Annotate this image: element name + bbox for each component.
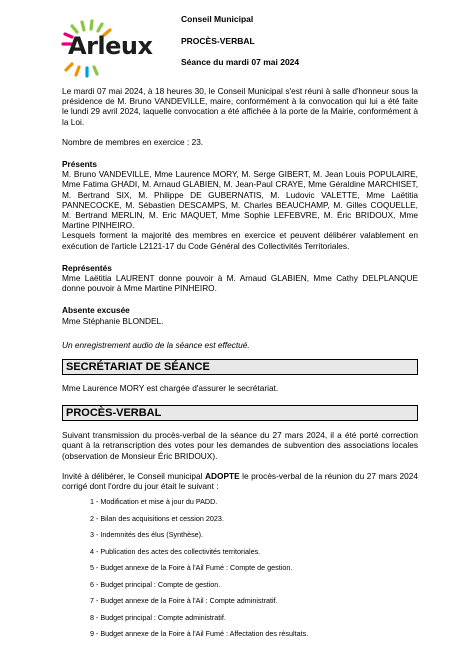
presents-heading: Présents <box>62 159 98 170</box>
secretariat-section-title: SECRÉTARIAT DE SÉANCE <box>62 359 418 375</box>
presents-list: M. Bruno VANDEVILLE, Mme Laurence MORY, M. Serge GIBERT, M. Jean Louis POPULAIRE, Mme Fatima GHADI, M. Arnaud GLABIEN, M. Jean-Paul CRAYE, Mme Géraldine MARCHISET, M. Bertrand SIX, M. Philippe DE GUBERNATIS, M. Ludovic VALETTE, Mme Laëtitia PANNECOCKE, M. Sébastien DESCAMPS, M. Charles BEAUCHAMP, M. Gilles COQUELLE, M. Bertrand MERLIN, M. Eric MAQUET, Mme Sophie LEFEBVRE, M. Éric BRIDOUX, Mme Martine PINHEIRO. <box>62 169 418 231</box>
agenda-item: 5 - Budget annexe de la Foire à l'Ail Fumé : Compte de gestion. <box>90 563 293 573</box>
proces-verbal-para1: Suivant transmission du procès-verbal de la séance du 27 mars 2024, il a été porté correction quant à la retranscription des votes pour les demandes de subvention des associations locales (observation de Monsieur Éric BRIDOUX). <box>62 430 418 461</box>
agenda-item: 9 - Budget annexe de la Foire à l'Ail Fumé : Affectation des résultats. <box>90 629 309 639</box>
proces-verbal-section-title: PROCÈS-VERBAL <box>62 405 418 421</box>
absente-heading: Absente excusée <box>62 305 130 316</box>
document-body <box>62 86 418 647</box>
agenda-item: 8 - Budget principal : Compte administratif. <box>90 612 226 622</box>
absente-text: Mme Stéphanie BLONDEL. <box>62 315 164 326</box>
agenda-item: 7 - Budget annexe de la Foire à l'Ail : Compte administratif. <box>90 596 278 606</box>
document-header <box>181 14 299 68</box>
para2-adopte: ADOPTE <box>205 470 240 481</box>
agenda-item: 6 - Budget principal : Compte de gestion. <box>90 579 221 589</box>
logo-text: Arleux <box>68 32 153 60</box>
audio-note: Un enregistrement audio de la séance est effectué. <box>62 339 250 350</box>
proces-verbal-para2 <box>62 471 418 491</box>
para2-after: le procès-verbal de la réunion du 27 mars 2024 corrigé dont l'ordre du jour était le suivant : <box>62 470 418 492</box>
quorum-text: Lesquels forment la majorité des membres en exercice et peuvent délibérer valablement en exécution de l'article L2121-17 du Code Général des Collectivités Territoriales. <box>62 230 418 251</box>
agenda-list <box>90 498 418 639</box>
representes-text: Mme Laëtitia LAURENT donne pouvoir à M. Arnaud GLABIEN, Mme Cathy DELPLANQUE donne pouvoir à Mme Martine PINHEIRO. <box>62 273 418 294</box>
members-count: Nombre de membres en exercice : 23. <box>62 136 204 147</box>
session-date: Séance du mardi 07 mai 2024 <box>181 57 300 67</box>
representes-heading: Représentés <box>62 262 112 273</box>
agenda-item: 2 - Bilan des acquisitions et cession 2023. <box>90 513 224 523</box>
secretariat-text: Mme Laurence MORY est chargée d'assurer le secrétariat. <box>62 383 279 394</box>
agenda-item: 1 - Modification et mise à jour du PADD. <box>90 497 218 507</box>
arleux-logo <box>62 20 153 82</box>
council-title: Conseil Municipal <box>181 14 254 24</box>
para2-before: Invité à délibérer, le Conseil municipal <box>62 470 206 481</box>
agenda-item: 4 - Publication des actes des collectivités territoriales. <box>90 546 261 556</box>
document-type: PROCÈS-VERBAL <box>181 36 255 46</box>
intro-paragraph: Le mardi 07 mai 2024, à 18 heures 30, le Conseil Municipal s'est réuni à salle d'honneur sous la présidence de M. Bruno VANDEVILLE, maire, conformément à la convocation qui lui a été faite le lundi 29 avril 2024, laquelle convocation a été affichée à la porte de la Mairie, conformément à la Loi. <box>62 86 418 127</box>
agenda-item: 3 - Indemnités des élus (Synthèse). <box>90 530 204 540</box>
